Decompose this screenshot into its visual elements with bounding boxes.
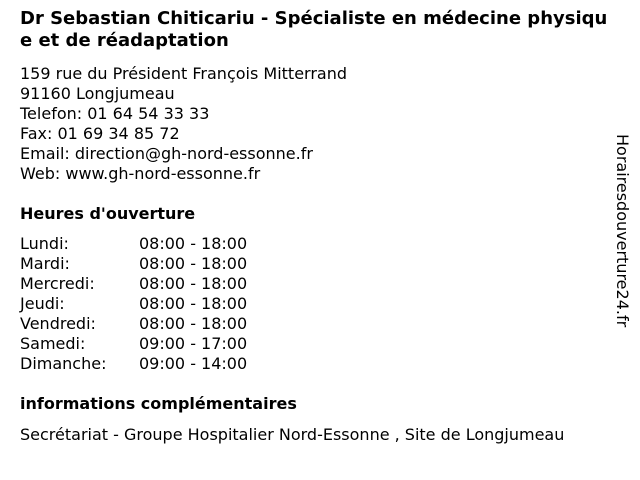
day-label: Dimanche: — [20, 354, 107, 373]
day-label: Jeudi: — [20, 294, 65, 313]
hours-row-tuesday — [20, 254, 247, 274]
opening-hours-heading: Heures d'ouverture — [20, 204, 196, 223]
time-range: 08:00 - 18:00 — [139, 314, 248, 333]
hours-row-friday — [20, 314, 247, 334]
day-label: Mercredi: — [20, 274, 95, 293]
opening-hours-list — [20, 234, 247, 374]
phone-number: Telefon: 01 64 54 33 33 — [20, 104, 210, 123]
time-range: 08:00 - 18:00 — [139, 234, 248, 253]
website-address: Web: www.gh-nord-essonne.fr — [20, 164, 261, 183]
time-range: 08:00 - 18:00 — [139, 254, 248, 273]
fax-number: Fax: 01 69 34 85 72 — [20, 124, 180, 143]
day-label: Lundi: — [20, 234, 69, 253]
day-label: Vendredi: — [20, 314, 96, 333]
time-range: 09:00 - 17:00 — [139, 334, 248, 353]
email-address: Email: direction@gh-nord-essonne.fr — [20, 144, 313, 163]
contact-block — [20, 64, 347, 184]
site-watermark: Horairesdouverture24.fr — [613, 134, 632, 328]
address-city: 91160 Longjumeau — [20, 84, 175, 103]
address-street: 159 rue du Président François Mitterrand — [20, 64, 348, 83]
hours-row-sunday — [20, 354, 247, 374]
additional-info-heading: informations complémentaires — [20, 394, 297, 413]
hours-row-monday — [20, 234, 247, 254]
time-range: 08:00 - 18:00 — [139, 294, 248, 313]
day-label: Mardi: — [20, 254, 70, 273]
hours-row-saturday — [20, 334, 247, 354]
additional-info-text: Secrétariat - Groupe Hospitalier Nord-Essonne , Site de Longjumeau — [20, 425, 565, 444]
day-label: Samedi: — [20, 334, 86, 353]
hours-row-wednesday — [20, 274, 247, 294]
time-range: 09:00 - 14:00 — [139, 354, 248, 373]
hours-row-thursday — [20, 294, 247, 314]
time-range: 08:00 - 18:00 — [139, 274, 248, 293]
page-title: Dr Sebastian Chiticariu - Spécialiste en médecine physique et de réadaptation — [20, 8, 608, 51]
